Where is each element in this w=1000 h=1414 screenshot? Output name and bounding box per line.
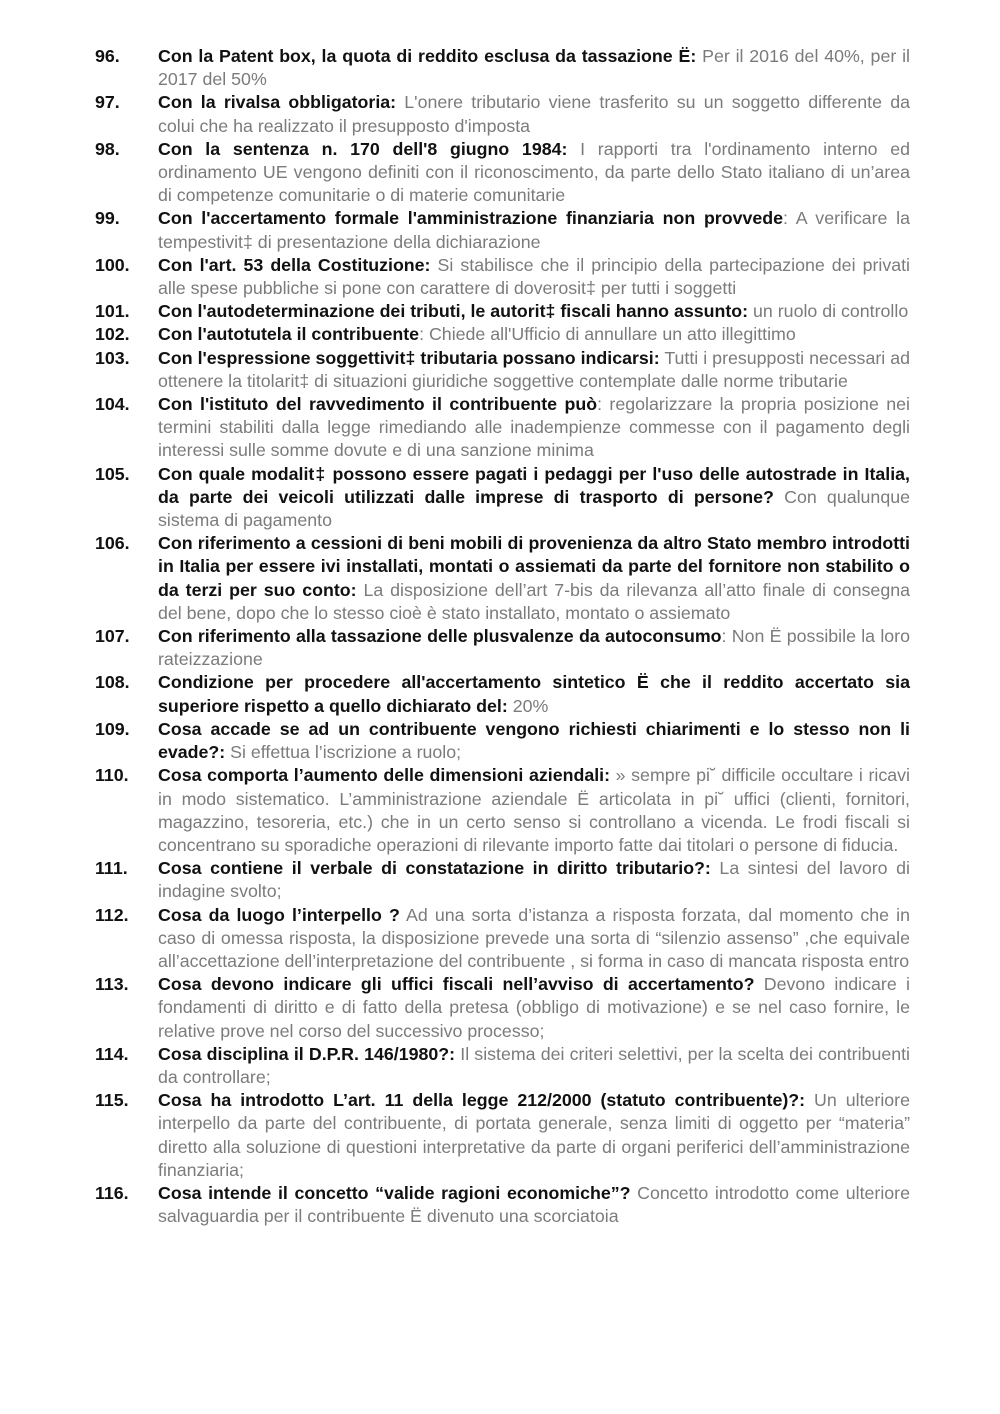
item-number: 112. [95, 904, 129, 925]
question-text: Con riferimento alla tassazione delle plusvalenze da autoconsumo [158, 626, 722, 647]
question-text: Con l'espressione soggettivit‡ tributaria possano indicarsi: [158, 347, 660, 368]
question-text: Con l'autodeterminazione dei tributi, le autorit‡ fiscali hanno assunto: [158, 301, 749, 322]
answer-text: I rapporti tra l'ordinamento interno ed ordinamento UE vengono definiti con il riconoscimento, da parte dello Stato italiano di un’area di competenze comunitarie o di materie comunitarie [158, 138, 910, 206]
qa-item [95, 1182, 910, 1228]
answer-text: Concetto introdotto come ulteriore salvaguardia per il contribuente Ë divenuto una scorciatoia [158, 1182, 910, 1227]
answer-text: Per il 2016 del 40%, per il 2017 del 50% [158, 46, 910, 90]
answer-text: Un ulteriore interpello da parte del contribuente, di portata generale, senza limiti di oggetto per “materia” diretto alla soluzione di questioni interpretative da parte di organi periferici dell’amministrazione finanziaria; [158, 1090, 910, 1180]
qa-item [95, 393, 910, 463]
answer-text: Si stabilisce che il principio della partecipazione dei privati alle spese pubbliche si pone con carattere di doverosit‡ per tutti i soggetti [158, 254, 911, 299]
qa-item [95, 91, 910, 137]
item-number: 97. [95, 92, 120, 113]
qa-item [95, 718, 910, 764]
item-number: 113. [95, 974, 129, 995]
answer-text: » sempre pi˘ difficile occultare i ricavi in modo sistematico. L’amministrazione aziendale Ë articolata in pi˘ uffici (clienti, fornitori, magazzino, tesoreria, etc.) che in un certo senso si controllano a vicenda. Le frodi fiscali si concentrano su sporadiche operazioni di rilevante importo fatte dai titolari o persone di fiducia. [158, 765, 910, 855]
question-text: Con la sentenza n. 170 dell'8 giugno 1984: [158, 138, 568, 159]
qa-item [95, 532, 910, 625]
answer-text: 20% [507, 695, 549, 716]
item-number: 100. [95, 254, 130, 275]
qa-item [95, 300, 910, 323]
qa-item [95, 347, 910, 393]
question-text: Cosa comporta l’aumento delle dimensioni aziendali: [158, 765, 611, 786]
answer-text: Tutti i presupposti necessari ad ottenere la titolarit‡ di situazioni giuridiche soggettive contemplate dalle norme tributarie [158, 347, 910, 391]
item-number: 107. [95, 626, 130, 647]
question-text: Con quale modalit‡ possono essere pagati i pedaggi per l'uso delle autostrade in Italia, da parte dei veicoli utilizzati dalle imprese di trasporto di persone? [158, 463, 910, 507]
qa-item [95, 1089, 910, 1182]
qa-item [95, 625, 910, 671]
answer-text: Ad una sorta d’istanza a risposta forzata, dal momento che in caso di omessa risposta, la disposizione prevede una sorta di “silenzio assenso” ,che equivale all’accettazione dell’interpretazione del contribuente , si forma in caso di mancata risposta entro [158, 904, 910, 971]
item-number: 109. [95, 718, 130, 739]
answer-text: Con qualunque sistema di pagamento [158, 486, 910, 531]
qa-list [95, 45, 910, 1228]
item-number: 103. [95, 347, 130, 368]
question-text: Con riferimento a cessioni di beni mobili di provenienza da altro Stato membro introdotti in Italia per essere ivi installati, montati o assiemati da parte del fornitore non stabilito o da terzi per suo conto: [158, 533, 910, 600]
question-text: Con l'autotutela il contribuente [158, 324, 420, 345]
item-number: 116. [95, 1182, 129, 1203]
qa-item [95, 857, 910, 903]
qa-item [95, 671, 910, 717]
question-text: Cosa ha introdotto L’art. 11 della legge 212/2000 (statuto contribuente)?: [158, 1090, 806, 1111]
item-number: 98. [95, 138, 120, 159]
qa-item [95, 973, 910, 1043]
question-text: Con l'accertamento formale l'amministrazione finanziaria non provvede [158, 208, 784, 229]
answer-text: La disposizione dell’art 7-bis da rilevanza all’atto finale di consegna del bene, dopo che lo stesso cioè è stato installato, montato o assiemato [158, 579, 910, 623]
answer-text: La sintesi del lavoro di indagine svolto; [158, 858, 910, 902]
qa-item [95, 1043, 910, 1089]
question-text: Cosa disciplina il D.P.R. 146/1980?: [158, 1043, 456, 1064]
item-number: 110. [95, 765, 129, 786]
qa-item [95, 207, 910, 253]
question-text: Con la rivalsa obbligatoria: [158, 92, 397, 113]
question-text: Cosa devono indicare gli uffici fiscali nell’avviso di accertamento? [158, 974, 755, 995]
answer-text: un ruolo di controllo [748, 301, 909, 322]
question-text: Con l'art. 53 della Costituzione: [158, 254, 431, 275]
question-text: Cosa contiene il verbale di constatazione in diritto tributario?: [158, 858, 711, 879]
item-number: 106. [95, 533, 130, 554]
question-text: Cosa da luogo l’interpello ? [158, 904, 400, 925]
item-number: 104. [95, 394, 130, 415]
answer-text: Si effettua l’iscrizione a ruolo; [225, 742, 462, 763]
item-number: 114. [95, 1043, 129, 1064]
question-text: Cosa intende il concetto “valide ragioni economiche”? [158, 1182, 631, 1203]
question-text: Con la Patent box, la quota di reddito esclusa da tassazione Ë: [158, 46, 697, 66]
answer-text: : Chiede all'Ufficio di annullare un atto illegittimo [419, 324, 796, 345]
qa-item [95, 323, 910, 346]
answer-text: Devono indicare i fondamenti di diritto e di fatto della pretesa (obbligo di motivazione) e se nel caso fornire, le relative prove nel corso del successivo processo; [158, 974, 910, 1041]
answer-text: : Non Ë possibile la loro rateizzazione [158, 626, 910, 670]
item-number: 108. [95, 672, 130, 693]
qa-item [95, 45, 910, 91]
qa-item [95, 463, 910, 533]
item-number: 111. [95, 858, 128, 879]
qa-item [95, 254, 910, 300]
item-number: 99. [95, 208, 120, 229]
qa-item [95, 764, 910, 857]
item-number: 115. [95, 1090, 129, 1111]
answer-text: Il sistema dei criteri selettivi, per la scelta dei contribuenti da controllare; [158, 1043, 911, 1087]
item-number: 101. [95, 301, 130, 322]
question-text: Con l'istituto del ravvedimento il contribuente può [158, 394, 598, 415]
answer-text: : A verificare la tempestivit‡ di presentazione della dichiarazione [158, 208, 910, 252]
question-text: Cosa accade se ad un contribuente vengono richiesti chiarimenti e lo stesso non li evade?: [158, 718, 910, 763]
answer-text: : regolarizzare la propria posizione nei termini stabiliti dalla legge rimediando alle inadempienze commesse con il pagamento degli interessi sulle somme dovute e di una sanzione minima [158, 394, 911, 461]
answer-text: L'onere tributario viene trasferito su un soggetto differente da colui che ha realizzato il presupposto d'imposta [158, 92, 911, 136]
question-text: Condizione per procedere all'accertamento sintetico Ë che il reddito accertato sia superiore rispetto a quello dichiarato del: [158, 672, 910, 716]
item-number: 105. [95, 463, 130, 484]
qa-item [95, 904, 910, 974]
item-number: 102. [95, 324, 130, 345]
item-number: 96. [95, 46, 120, 66]
qa-item [95, 138, 910, 208]
